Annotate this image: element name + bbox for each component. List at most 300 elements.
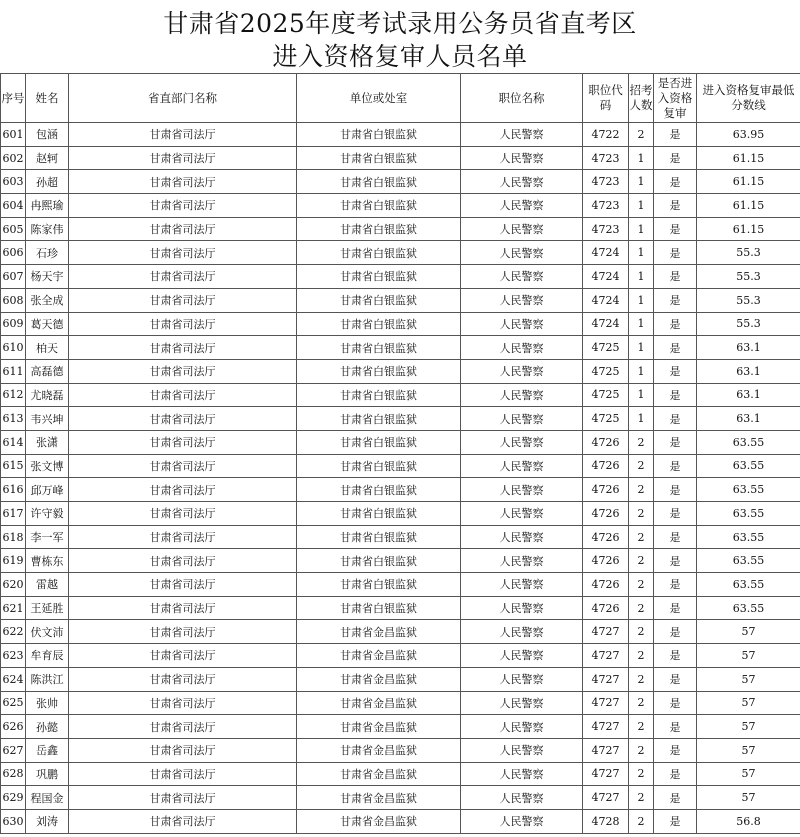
cell-qualified: 是 [654, 241, 697, 265]
cell-recruit-count: 2 [629, 786, 654, 810]
cell-position: 人民警察 [461, 502, 583, 526]
cell-recruit-count: 1 [629, 146, 654, 170]
cell-min-score: 57 [697, 715, 800, 739]
column-header-position: 职位名称 [461, 74, 583, 123]
cell-min-score: 63.55 [697, 573, 800, 597]
table-row [1, 194, 800, 218]
cell-unit: 甘肃省金昌监狱 [297, 809, 461, 833]
cell-min-score: 57 [697, 786, 800, 810]
cell-position-code: 4724 [583, 265, 629, 289]
cell-seq: 605 [1, 217, 26, 241]
cell-position-code: 4727 [583, 644, 629, 668]
cell-recruit-count: 2 [629, 596, 654, 620]
cell-position: 人民警察 [461, 454, 583, 478]
cell-position-code: 4723 [583, 217, 629, 241]
cell-position: 人民警察 [461, 336, 583, 360]
cell-seq: 620 [1, 573, 26, 597]
cell-recruit-count: 1 [629, 383, 654, 407]
cell-min-score: 55.3 [697, 312, 800, 336]
cell-department: 甘肃省司法厅 [69, 454, 297, 478]
cell-position: 人民警察 [461, 478, 583, 502]
cell-recruit-count: 2 [629, 123, 654, 147]
table-row [1, 738, 800, 762]
column-header-department: 省直部门名称 [69, 74, 297, 123]
cell-position: 人民警察 [461, 430, 583, 454]
cell-min-score: 57 [697, 644, 800, 668]
cell-qualified: 是 [654, 525, 697, 549]
table-row [1, 217, 800, 241]
table-row [1, 809, 800, 833]
cell-seq: 623 [1, 644, 26, 668]
cell-name: 曹栋东 [26, 549, 69, 573]
cell-recruit-count: 1 [629, 336, 654, 360]
cell-min-score: 55.3 [697, 265, 800, 289]
cell-recruit-count: 2 [629, 715, 654, 739]
column-header-qualified: 是否进入资格复审 [654, 74, 697, 123]
cell-department: 甘肃省司法厅 [69, 809, 297, 833]
cell-qualified: 是 [654, 502, 697, 526]
cell-department: 甘肃省司法厅 [69, 667, 297, 691]
cell-min-score: 61.15 [697, 194, 800, 218]
cell-qualified: 是 [654, 809, 697, 833]
cell-name: 韦兴坤 [26, 407, 69, 431]
cell-unit: 甘肃省白银监狱 [297, 407, 461, 431]
cell-min-score: 61.15 [697, 217, 800, 241]
cell-min-score: 63.1 [697, 359, 800, 383]
column-header-recruit-count: 招考人数 [629, 74, 654, 123]
cell-unit: 甘肃省金昌监狱 [297, 644, 461, 668]
cell-position: 人民警察 [461, 644, 583, 668]
cell-name: 张文博 [26, 454, 69, 478]
cell-position: 人民警察 [461, 194, 583, 218]
cell-qualified: 是 [654, 691, 697, 715]
cell-position-code: 4723 [583, 170, 629, 194]
cell-min-score: 57 [697, 738, 800, 762]
cell-qualified: 是 [654, 549, 697, 573]
cell-qualified: 是 [654, 762, 697, 786]
cell-qualified: 是 [654, 786, 697, 810]
cell-unit: 甘肃省白银监狱 [297, 454, 461, 478]
cell-seq: 612 [1, 383, 26, 407]
cell-recruit-count: 2 [629, 573, 654, 597]
cell-department: 甘肃省司法厅 [69, 336, 297, 360]
cell-position-code: 4726 [583, 549, 629, 573]
cell-department: 甘肃省司法厅 [69, 525, 297, 549]
cell-unit: 甘肃省白银监狱 [297, 194, 461, 218]
cell-department: 甘肃省司法厅 [69, 288, 297, 312]
cell-name: 杨天宇 [26, 265, 69, 289]
cell-min-score: 63.55 [697, 454, 800, 478]
cell-unit: 甘肃省金昌监狱 [297, 620, 461, 644]
cell-department: 甘肃省司法厅 [69, 596, 297, 620]
table-row [1, 288, 800, 312]
cell-position: 人民警察 [461, 715, 583, 739]
table-row [1, 549, 800, 573]
cell-qualified: 是 [654, 194, 697, 218]
cell-unit: 甘肃省白银监狱 [297, 241, 461, 265]
cell-department: 甘肃省司法厅 [69, 549, 297, 573]
cell-recruit-count: 2 [629, 809, 654, 833]
cell-department: 甘肃省司法厅 [69, 644, 297, 668]
table-row [1, 762, 800, 786]
cell-seq: 604 [1, 194, 26, 218]
cell-seq: 601 [1, 123, 26, 147]
cell-seq: 629 [1, 786, 26, 810]
cell-position-code: 4727 [583, 620, 629, 644]
cell-position: 人民警察 [461, 123, 583, 147]
cell-min-score: 61.15 [697, 170, 800, 194]
cell-seq: 624 [1, 667, 26, 691]
cell-unit: 甘肃省白银监狱 [297, 312, 461, 336]
cell-recruit-count: 2 [629, 525, 654, 549]
cell-position: 人民警察 [461, 146, 583, 170]
cell-recruit-count: 1 [629, 265, 654, 289]
cell-qualified: 是 [654, 146, 697, 170]
cell-department: 甘肃省司法厅 [69, 123, 297, 147]
cell-seq: 615 [1, 454, 26, 478]
cell-qualified: 是 [654, 478, 697, 502]
cell-position-code: 4726 [583, 430, 629, 454]
cell-department: 甘肃省司法厅 [69, 265, 297, 289]
cell-name: 雷越 [26, 573, 69, 597]
cell-recruit-count: 2 [629, 667, 654, 691]
cell-seq: 626 [1, 715, 26, 739]
cell-recruit-count: 2 [629, 620, 654, 644]
cell-recruit-count: 2 [629, 762, 654, 786]
cell-unit: 甘肃省白银监狱 [297, 430, 461, 454]
cell-position: 人民警察 [461, 525, 583, 549]
cell-department: 甘肃省司法厅 [69, 383, 297, 407]
cell-department: 甘肃省司法厅 [69, 359, 297, 383]
cell-name: 程国金 [26, 786, 69, 810]
cell-unit: 甘肃省白银监狱 [297, 525, 461, 549]
cell-position-code: 4723 [583, 194, 629, 218]
table-row [1, 146, 800, 170]
cell-name: 高磊德 [26, 359, 69, 383]
cell-recruit-count: 2 [629, 549, 654, 573]
cell-department: 甘肃省司法厅 [69, 170, 297, 194]
cell-recruit-count: 2 [629, 430, 654, 454]
cell-name: 邱万峰 [26, 478, 69, 502]
cell-unit: 甘肃省白银监狱 [297, 336, 461, 360]
cell-unit: 甘肃省白银监狱 [297, 170, 461, 194]
cell-position: 人民警察 [461, 691, 583, 715]
cell-qualified: 是 [654, 123, 697, 147]
cell-min-score: 63.1 [697, 336, 800, 360]
cell-position: 人民警察 [461, 288, 583, 312]
cell-recruit-count: 2 [629, 478, 654, 502]
cell-unit: 甘肃省白银监狱 [297, 265, 461, 289]
table-row [1, 336, 800, 360]
cell-seq: 608 [1, 288, 26, 312]
cell-min-score: 63.55 [697, 478, 800, 502]
cell-recruit-count: 2 [629, 644, 654, 668]
column-header-name: 姓名 [26, 74, 69, 123]
cell-seq: 603 [1, 170, 26, 194]
cell-position-code: 4727 [583, 667, 629, 691]
cell-position: 人民警察 [461, 738, 583, 762]
cell-position-code: 4725 [583, 336, 629, 360]
cell-seq: 618 [1, 525, 26, 549]
cell-min-score: 56.8 [697, 809, 800, 833]
cell-name: 伏文沛 [26, 620, 69, 644]
cell-min-score: 63.55 [697, 430, 800, 454]
cell-qualified: 是 [654, 715, 697, 739]
cell-seq: 606 [1, 241, 26, 265]
cell-unit: 甘肃省白银监狱 [297, 217, 461, 241]
cell-department: 甘肃省司法厅 [69, 407, 297, 431]
cell-department: 甘肃省司法厅 [69, 217, 297, 241]
table-row [1, 667, 800, 691]
cell-unit: 甘肃省金昌监狱 [297, 786, 461, 810]
cell-position-code: 4725 [583, 407, 629, 431]
table-row [1, 407, 800, 431]
cell-seq: 625 [1, 691, 26, 715]
cell-position-code: 4725 [583, 383, 629, 407]
cell-seq: 628 [1, 762, 26, 786]
cell-position: 人民警察 [461, 383, 583, 407]
cell-recruit-count: 1 [629, 359, 654, 383]
cell-position: 人民警察 [461, 786, 583, 810]
cell-seq: 619 [1, 549, 26, 573]
cell-seq: 621 [1, 596, 26, 620]
cell-department: 甘肃省司法厅 [69, 478, 297, 502]
cell-min-score: 57 [697, 667, 800, 691]
cell-unit: 甘肃省金昌监狱 [297, 667, 461, 691]
cell-position-code: 4726 [583, 502, 629, 526]
cell-position: 人民警察 [461, 596, 583, 620]
column-header-unit: 单位或处室 [297, 74, 461, 123]
table-row [1, 123, 800, 147]
cell-recruit-count: 1 [629, 241, 654, 265]
cell-seq: 602 [1, 146, 26, 170]
cell-min-score: 63.55 [697, 525, 800, 549]
table-row [1, 478, 800, 502]
cell-qualified: 是 [654, 644, 697, 668]
table-row [1, 265, 800, 289]
cell-position-code: 4723 [583, 146, 629, 170]
cell-name: 张潇 [26, 430, 69, 454]
cell-position-code: 4727 [583, 762, 629, 786]
cell-position-code: 4726 [583, 525, 629, 549]
cell-position-code: 4726 [583, 573, 629, 597]
cell-qualified: 是 [654, 336, 697, 360]
cell-department: 甘肃省司法厅 [69, 502, 297, 526]
cell-position: 人民警察 [461, 573, 583, 597]
cell-position-code: 4726 [583, 454, 629, 478]
cell-seq: 616 [1, 478, 26, 502]
cell-position-code: 4724 [583, 288, 629, 312]
cell-seq: 614 [1, 430, 26, 454]
cell-recruit-count: 2 [629, 691, 654, 715]
cell-name: 包涵 [26, 123, 69, 147]
table-row [1, 170, 800, 194]
table-row [1, 454, 800, 478]
cell-department: 甘肃省司法厅 [69, 715, 297, 739]
cell-qualified: 是 [654, 312, 697, 336]
cell-unit: 甘肃省白银监狱 [297, 549, 461, 573]
title-line-1: 甘肃省2025年度考试录用公务员省直考区 [163, 9, 637, 38]
cell-unit: 甘肃省金昌监狱 [297, 738, 461, 762]
cell-min-score: 63.1 [697, 407, 800, 431]
cell-min-score: 63.1 [697, 383, 800, 407]
cell-name: 孙超 [26, 170, 69, 194]
table-row [1, 786, 800, 810]
cell-recruit-count: 2 [629, 502, 654, 526]
cell-position-code: 4727 [583, 786, 629, 810]
table-row [1, 644, 800, 668]
cell-position-code: 4726 [583, 478, 629, 502]
cell-qualified: 是 [654, 667, 697, 691]
cell-recruit-count: 1 [629, 407, 654, 431]
cell-position: 人民警察 [461, 407, 583, 431]
cell-seq: 627 [1, 738, 26, 762]
cell-seq: 622 [1, 620, 26, 644]
cell-qualified: 是 [654, 265, 697, 289]
cell-min-score: 55.3 [697, 288, 800, 312]
cell-qualified: 是 [654, 738, 697, 762]
table-row [1, 383, 800, 407]
table-row [1, 502, 800, 526]
table-row [1, 691, 800, 715]
cell-qualified: 是 [654, 430, 697, 454]
cell-name: 陈家伟 [26, 217, 69, 241]
cell-position-code: 4722 [583, 123, 629, 147]
cell-name: 牟育辰 [26, 644, 69, 668]
cell-name: 柏天 [26, 336, 69, 360]
cell-recruit-count: 1 [629, 194, 654, 218]
cell-unit: 甘肃省金昌监狱 [297, 715, 461, 739]
cell-position-code: 4724 [583, 312, 629, 336]
cell-recruit-count: 2 [629, 454, 654, 478]
cell-position: 人民警察 [461, 241, 583, 265]
cell-name: 陈洪江 [26, 667, 69, 691]
cell-min-score: 61.15 [697, 146, 800, 170]
table-row [1, 430, 800, 454]
table-row [1, 241, 800, 265]
cell-unit: 甘肃省白银监狱 [297, 123, 461, 147]
cell-unit: 甘肃省金昌监狱 [297, 762, 461, 786]
cell-min-score: 63.55 [697, 549, 800, 573]
cell-qualified: 是 [654, 359, 697, 383]
cell-name: 冉熙瑜 [26, 194, 69, 218]
cell-min-score: 57 [697, 762, 800, 786]
cell-position: 人民警察 [461, 549, 583, 573]
cell-name: 赵轲 [26, 146, 69, 170]
cell-department: 甘肃省司法厅 [69, 430, 297, 454]
cell-name: 张帅 [26, 691, 69, 715]
candidate-table [0, 73, 800, 834]
cell-seq: 609 [1, 312, 26, 336]
cell-qualified: 是 [654, 288, 697, 312]
cell-unit: 甘肃省金昌监狱 [297, 691, 461, 715]
cell-seq: 611 [1, 359, 26, 383]
cell-department: 甘肃省司法厅 [69, 241, 297, 265]
cell-position-code: 4724 [583, 241, 629, 265]
cell-seq: 617 [1, 502, 26, 526]
cell-department: 甘肃省司法厅 [69, 620, 297, 644]
cell-name: 石珍 [26, 241, 69, 265]
cell-recruit-count: 2 [629, 738, 654, 762]
cell-department: 甘肃省司法厅 [69, 762, 297, 786]
cell-unit: 甘肃省白银监狱 [297, 502, 461, 526]
cell-qualified: 是 [654, 383, 697, 407]
table-row [1, 573, 800, 597]
cell-recruit-count: 1 [629, 217, 654, 241]
cell-min-score: 63.55 [697, 502, 800, 526]
cell-qualified: 是 [654, 620, 697, 644]
cell-position: 人民警察 [461, 265, 583, 289]
cell-qualified: 是 [654, 573, 697, 597]
column-header-seq: 序号 [1, 74, 26, 123]
cell-unit: 甘肃省白银监狱 [297, 596, 461, 620]
cell-department: 甘肃省司法厅 [69, 691, 297, 715]
cell-seq: 613 [1, 407, 26, 431]
table-row [1, 359, 800, 383]
cell-seq: 610 [1, 336, 26, 360]
cell-name: 葛天德 [26, 312, 69, 336]
cell-unit: 甘肃省白银监狱 [297, 146, 461, 170]
cell-department: 甘肃省司法厅 [69, 312, 297, 336]
cell-qualified: 是 [654, 217, 697, 241]
cell-seq: 607 [1, 265, 26, 289]
cell-department: 甘肃省司法厅 [69, 146, 297, 170]
cell-unit: 甘肃省白银监狱 [297, 359, 461, 383]
cell-min-score: 57 [697, 691, 800, 715]
cell-recruit-count: 1 [629, 170, 654, 194]
cell-position: 人民警察 [461, 762, 583, 786]
cell-name: 李一军 [26, 525, 69, 549]
cell-position-code: 4727 [583, 691, 629, 715]
cell-department: 甘肃省司法厅 [69, 738, 297, 762]
cell-position-code: 4726 [583, 596, 629, 620]
table-row [1, 715, 800, 739]
table-row [1, 525, 800, 549]
cell-position: 人民警察 [461, 312, 583, 336]
cell-department: 甘肃省司法厅 [69, 573, 297, 597]
cell-min-score: 55.3 [697, 241, 800, 265]
cell-department: 甘肃省司法厅 [69, 786, 297, 810]
cell-position: 人民警察 [461, 170, 583, 194]
cell-unit: 甘肃省白银监狱 [297, 383, 461, 407]
cell-position: 人民警察 [461, 667, 583, 691]
cell-position: 人民警察 [461, 217, 583, 241]
cell-name: 岳鑫 [26, 738, 69, 762]
cell-unit: 甘肃省白银监狱 [297, 573, 461, 597]
cell-position-code: 4727 [583, 738, 629, 762]
title-line-2: 进入资格复审人员名单 [272, 42, 528, 71]
cell-recruit-count: 1 [629, 288, 654, 312]
cell-unit: 甘肃省白银监狱 [297, 478, 461, 502]
cell-min-score: 63.95 [697, 123, 800, 147]
table-header [1, 74, 800, 123]
cell-qualified: 是 [654, 596, 697, 620]
cell-unit: 甘肃省白银监狱 [297, 288, 461, 312]
cell-name: 张全成 [26, 288, 69, 312]
table-row [1, 620, 800, 644]
cell-min-score: 63.55 [697, 596, 800, 620]
cell-name: 巩鹏 [26, 762, 69, 786]
cell-position-code: 4727 [583, 715, 629, 739]
column-header-min-score: 进入资格复审最低分数线 [697, 74, 800, 123]
cell-position-code: 4728 [583, 809, 629, 833]
cell-position: 人民警察 [461, 620, 583, 644]
cell-department: 甘肃省司法厅 [69, 194, 297, 218]
table-row [1, 596, 800, 620]
table-row [1, 312, 800, 336]
cell-name: 孙懿 [26, 715, 69, 739]
cell-min-score: 57 [697, 620, 800, 644]
